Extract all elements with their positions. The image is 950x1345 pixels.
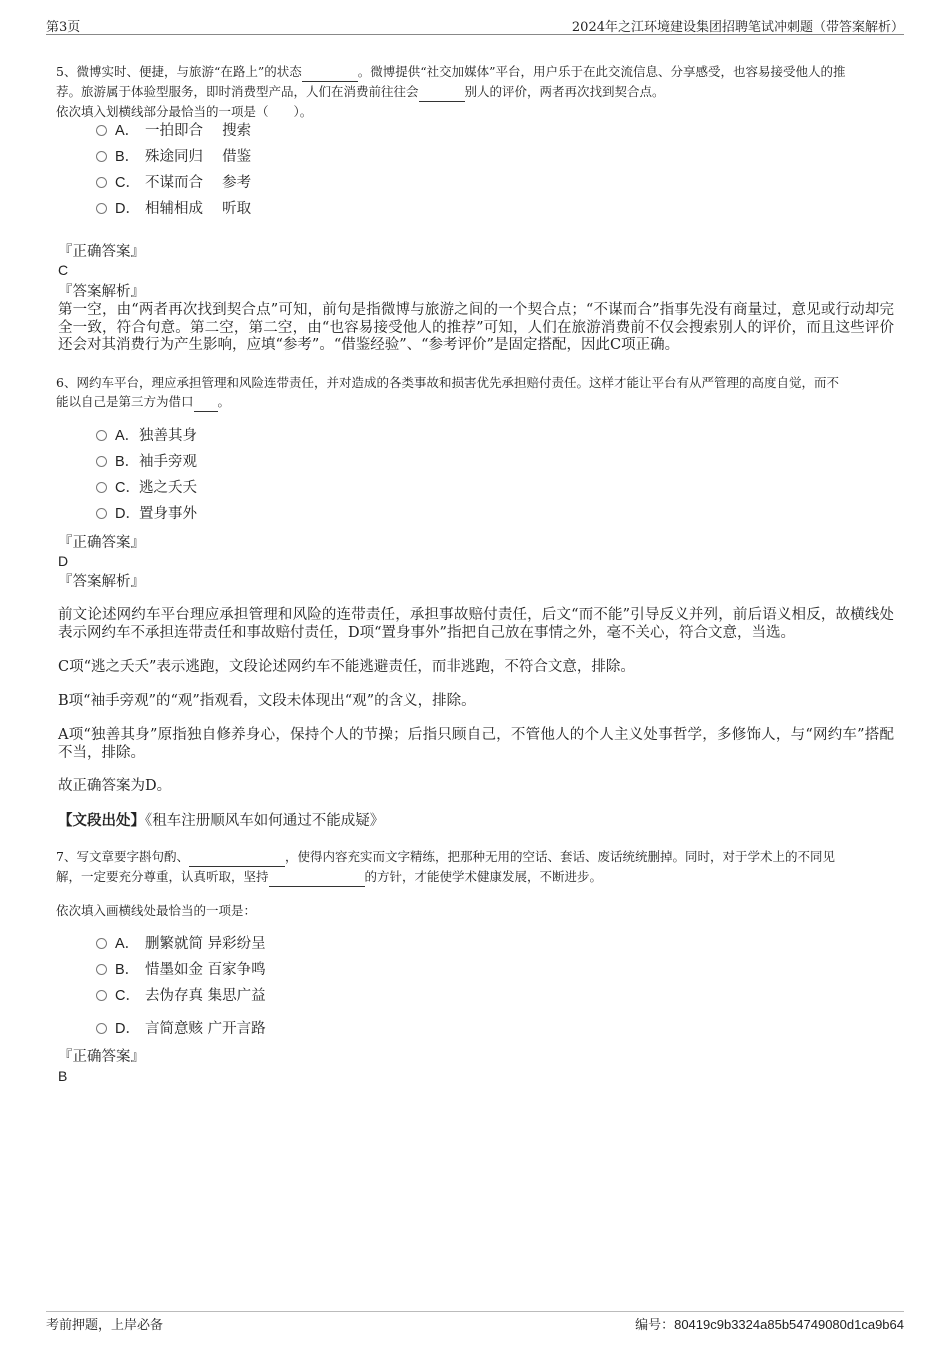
q5-option-b[interactable]: B． 殊途同归 借鉴 bbox=[96, 146, 251, 168]
blank-line bbox=[302, 62, 358, 82]
blank-line bbox=[269, 867, 365, 887]
answer-value: C bbox=[58, 262, 69, 278]
analysis-paragraph: B项“袖手旁观”的“观”指观看，文段未体现出“观”的含义，排除。 bbox=[58, 693, 476, 709]
analysis-paragraph: A项“独善其身”原指独自修养身心，保持个人的节操；后指只顾自己，不管他人的个人主义处事哲学，多修饰人，与“网约车”搭配不当，排除。 bbox=[58, 727, 894, 761]
question-5-text: 5、微博实时、便捷，与旅游“在路上”的状态 。微博提供“社交加媒体”平台，用户乐于在此交流信息、分享感受，也容易接受他人的推 荐。旅游属于体验型服务，即时消费型产品，人们在消费前往往会 别人的评价，两者再次找到契合点。 依次填入划横线部分最恰当的一项是（ ）。 bbox=[56, 64, 846, 119]
radio-icon[interactable] bbox=[96, 482, 107, 493]
q7-option-a[interactable]: A． 删繁就简 异彩纷呈 bbox=[96, 933, 266, 955]
analysis-paragraph: C项“逃之夭夭”表示逃跑，文段论述网约车不能逃避责任，而非逃跑，不符合文意，排除。 bbox=[58, 659, 635, 675]
question-7-text: 7、写文章要字斟句酌、 ，使得内容充实而文字精练，把那种无用的空话、套话、废话统统删掉。同时，对于学术上的不同见 解，一定要充分尊重，认真听取，坚持 的方针，才能使学术健康发展，不断进步。 bbox=[56, 847, 894, 887]
source-label: 【文段出处】 bbox=[58, 812, 145, 829]
question-stem: 依次填入划横线部分最恰当的一项是（ ）。 bbox=[56, 104, 313, 119]
q6-option-c[interactable]: C．逃之夭夭 bbox=[96, 477, 197, 499]
footer-slogan: 考前押题，上岸必备 bbox=[46, 1318, 164, 1333]
radio-icon[interactable] bbox=[96, 430, 107, 441]
radio-icon[interactable] bbox=[96, 1023, 107, 1034]
q6-option-d[interactable]: D．置身事外 bbox=[96, 503, 197, 525]
radio-icon[interactable] bbox=[96, 177, 107, 188]
blank-line bbox=[194, 392, 218, 412]
question-stem: 依次填入画横线处最恰当的一项是： bbox=[56, 903, 257, 918]
radio-icon[interactable] bbox=[96, 990, 107, 1001]
source-title: 《租车注册顺风车如何通过不能成疑》 bbox=[145, 813, 385, 829]
analysis-paragraph: 故正确答案为D。 bbox=[58, 778, 172, 794]
page-header bbox=[46, 14, 904, 35]
analysis-label: 『答案解析』 bbox=[58, 284, 145, 300]
document-title: 2024年之江环境建设集团招聘笔试冲刺题（带答案解析） bbox=[571, 20, 904, 35]
answer-label: 『正确答案』 bbox=[58, 535, 145, 551]
answer-value: D bbox=[58, 553, 69, 569]
answer-label: 『正确答案』 bbox=[58, 244, 145, 260]
document-code: 编号：80419c9b3324a85b54749080d1ca9b64 bbox=[635, 1317, 904, 1333]
radio-icon[interactable] bbox=[96, 456, 107, 467]
answer-value: B bbox=[58, 1068, 68, 1084]
radio-icon[interactable] bbox=[96, 938, 107, 949]
q7-option-d[interactable]: D． 言简意赅 广开言路 bbox=[96, 1018, 266, 1040]
radio-icon[interactable] bbox=[96, 964, 107, 975]
q7-option-c[interactable]: C． 去伪存真 集思广益 bbox=[96, 985, 266, 1007]
radio-icon[interactable] bbox=[96, 203, 107, 214]
q5-option-c[interactable]: C． 不谋而合 参考 bbox=[96, 172, 251, 194]
q5-option-a[interactable]: A． 一拍即合 搜索 bbox=[96, 120, 251, 142]
radio-icon[interactable] bbox=[96, 508, 107, 519]
page-footer bbox=[46, 1311, 904, 1334]
radio-icon[interactable] bbox=[96, 151, 107, 162]
source-line bbox=[58, 812, 894, 831]
answer-label: 『正确答案』 bbox=[58, 1049, 145, 1065]
analysis-text: 第一空，由“两者再次找到契合点”可知，前句是指微博与旅游之间的一个契合点；“不谋而合”指事先没有商量过，意见或行动却完全一致，符合句意。第二空，第二空，由“也容易接受他人的推荐”可知，人们在旅游消费前不仅会搜索别人的评价，而且这些评价还会对其消费行为产生影响，应填“参考”。“借鉴经验”、“参考评价”是固定搭配，因此C项正确。 bbox=[58, 302, 894, 353]
blank-line bbox=[189, 847, 285, 867]
q6-option-a[interactable]: A．独善其身 bbox=[96, 425, 197, 447]
blank-line bbox=[419, 82, 465, 102]
analysis-label: 『答案解析』 bbox=[58, 574, 145, 590]
q7-option-b[interactable]: B． 惜墨如金 百家争鸣 bbox=[96, 959, 266, 981]
analysis-paragraph: 前文论述网约车平台理应承担管理和风险的连带责任，承担事故赔付责任，后文“而不能”引导反义并列，前后语义相反，故横线处表示网约车不承担连带责任和事故赔付责任，D项“置身事外”指把自己放在事情之外，毫不关心，符合文意，当选。 bbox=[58, 607, 894, 641]
page-number: 第3页 bbox=[46, 20, 81, 35]
q6-option-b[interactable]: B．袖手旁观 bbox=[96, 451, 197, 473]
q5-option-d[interactable]: D． 相辅相成 听取 bbox=[96, 198, 251, 220]
radio-icon[interactable] bbox=[96, 125, 107, 136]
question-6-text: 6、网约车平台，理应承担管理和风险连带责任，并对造成的各类事故和损害优先承担赔付责任。这样才能让平台有从严管理的高度自觉，而不 能以自己是第三方为借口 。 bbox=[56, 373, 894, 412]
